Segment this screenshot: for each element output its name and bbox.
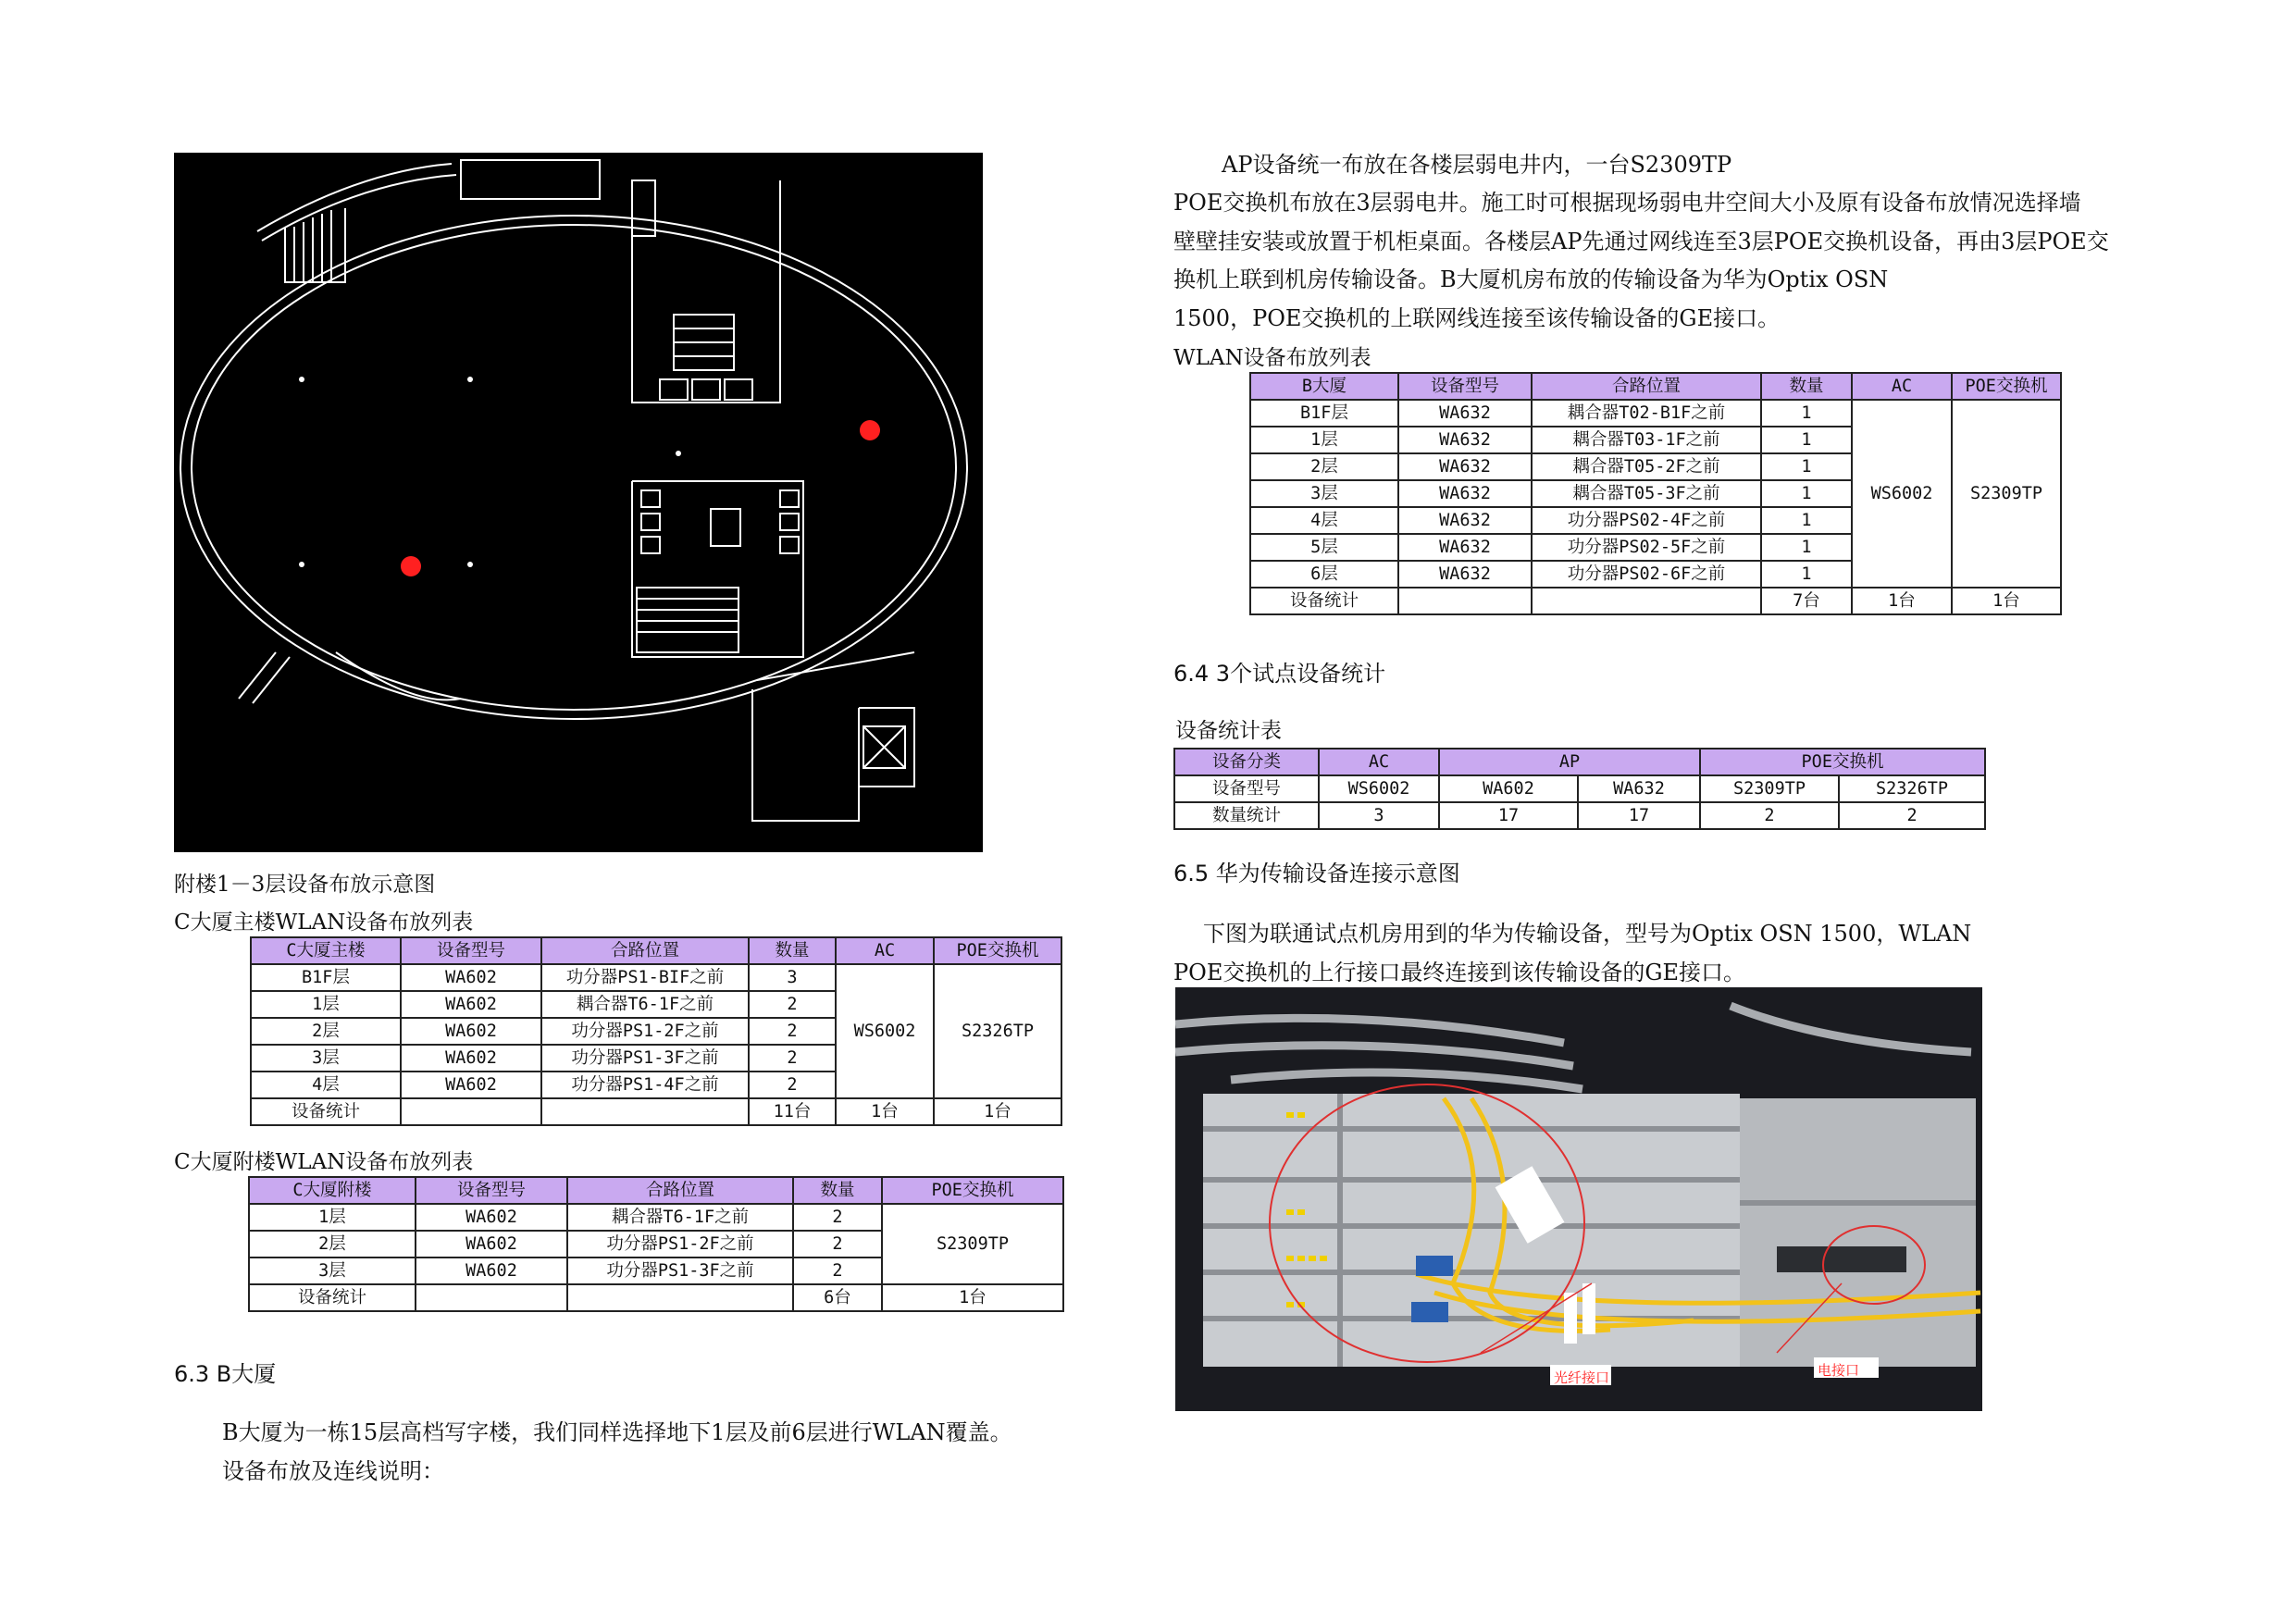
- section-65-line1: 下图为联通试点机房用到的华为传输设备，型号为Optix OSN 1500，WLAN: [1203, 921, 1972, 947]
- cell-model: WA632: [1398, 453, 1532, 480]
- cell-position: 功分器PS1-BIF之前: [541, 964, 749, 991]
- cell-model: WA602: [401, 991, 541, 1018]
- cell-position: 功分器PS02-5F之前: [1532, 534, 1761, 561]
- cell: S2309TP: [1700, 775, 1839, 802]
- cell-floor: 1层: [1250, 427, 1398, 453]
- cell-floor: 4层: [1250, 507, 1398, 534]
- cell-total-ac: 1台: [836, 1098, 934, 1125]
- cell-empty: [401, 1098, 541, 1125]
- cell-qty: 2: [749, 1018, 836, 1045]
- header-cell: 设备型号: [1398, 373, 1532, 400]
- cell-position: 耦合器T6-1F之前: [541, 991, 749, 1018]
- cell: 17: [1439, 802, 1578, 829]
- equipment-photo: [1175, 987, 1982, 1411]
- header-cell: POE交换机: [934, 937, 1061, 964]
- cell-position: 功分器PS1-3F之前: [541, 1045, 749, 1072]
- cell-floor: 5层: [1250, 534, 1398, 561]
- header-cell: C大厦附楼: [249, 1177, 416, 1204]
- cell-model: WA602: [401, 1045, 541, 1072]
- cell-floor: 2层: [1250, 453, 1398, 480]
- cell-qty: 2: [793, 1231, 882, 1258]
- header-cell: 数量: [1761, 373, 1852, 400]
- fiber-interface-label: 光纤接口: [1554, 1369, 1610, 1386]
- cell-qty: 2: [749, 1072, 836, 1098]
- electric-interface-label: 电接口: [1818, 1362, 1860, 1379]
- cell-empty: [1532, 588, 1761, 614]
- cell-model: WA602: [416, 1204, 567, 1231]
- cell-position: 耦合器T02-B1F之前: [1532, 400, 1761, 427]
- floorplan-drawing: [174, 153, 983, 852]
- table-header-row: [1250, 373, 2061, 400]
- table-b: [1249, 372, 2062, 615]
- cell-empty: [416, 1284, 567, 1311]
- cell-floor: 3层: [1250, 480, 1398, 507]
- cell-ac: WS6002: [836, 964, 934, 1098]
- cell-model: WA602: [401, 1072, 541, 1098]
- cell: WA602: [1439, 775, 1578, 802]
- header-cell: 合路位置: [1532, 373, 1761, 400]
- header-cell: AC: [1319, 749, 1439, 775]
- cell-model: WA602: [401, 964, 541, 991]
- cell-floor: 1层: [251, 991, 401, 1018]
- table-row: [251, 964, 1061, 991]
- cell-qty: 2: [793, 1258, 882, 1284]
- cell-position: 功分器PS1-2F之前: [567, 1231, 793, 1258]
- cell-total-ac: 1台: [1852, 588, 1952, 614]
- intro-line-4: 换机上联到机房传输设备。B大厦机房布放的传输设备为华为Optix OSN: [1173, 266, 1889, 292]
- cell-qty: 3: [749, 964, 836, 991]
- stats-table-title: 设备统计表: [1175, 719, 1282, 743]
- cell-floor: B1F层: [251, 964, 401, 991]
- cell-model: WA632: [1398, 400, 1532, 427]
- cell-position: 功分器PS1-3F之前: [567, 1258, 793, 1284]
- header-cell: AC: [836, 937, 934, 964]
- cell-floor: 2层: [249, 1231, 416, 1258]
- cell-qty: 1: [1761, 534, 1852, 561]
- cell-ac: WS6002: [1852, 400, 1952, 588]
- cell-total-poe: 1台: [934, 1098, 1061, 1125]
- intro-line-2: POE交换机布放在3层弱电井。施工时可根据现场弱电井空间大小及原有设备布放情况选择墙: [1173, 190, 2081, 216]
- header-cell: AP: [1439, 749, 1700, 775]
- cell-model: WA632: [1398, 507, 1532, 534]
- cell-total-count: 11台: [749, 1098, 836, 1125]
- cell-floor: 3层: [251, 1045, 401, 1072]
- floorplan-image: [174, 153, 983, 852]
- cell-position: 耦合器T03-1F之前: [1532, 427, 1761, 453]
- header-cell: 设备型号: [416, 1177, 567, 1204]
- section-65-heading: 6.5 华为传输设备连接示意图: [1173, 861, 1460, 886]
- cell-total-poe: 1台: [882, 1284, 1063, 1311]
- cell: 2: [1700, 802, 1839, 829]
- header-cell: 数量: [793, 1177, 882, 1204]
- cell-qty: 2: [793, 1204, 882, 1231]
- section-64-heading: 6.4 3个试点设备统计: [1173, 661, 1386, 687]
- cell-position: 耦合器T05-3F之前: [1532, 480, 1761, 507]
- header-cell: C大厦主楼: [251, 937, 401, 964]
- table-total-row: [251, 1098, 1061, 1125]
- table-c-main-title: C大厦主楼WLAN设备布放列表: [174, 911, 474, 935]
- equipment-drawing: [1175, 987, 1982, 1411]
- header-cell: POE交换机: [882, 1177, 1063, 1204]
- cell-poe: S2309TP: [1952, 400, 2061, 588]
- cell-poe: S2309TP: [882, 1204, 1063, 1284]
- cell-total-poe: 1台: [1952, 588, 2061, 614]
- header-cell: 设备分类: [1174, 749, 1319, 775]
- cell-floor: 6层: [1250, 561, 1398, 588]
- header-cell: 合路位置: [567, 1177, 793, 1204]
- cell-model: WA632: [1398, 534, 1532, 561]
- header-cell: POE交换机: [1700, 749, 1985, 775]
- section-65-line2: POE交换机的上行接口最终连接到该传输设备的GE接口。: [1173, 960, 1746, 985]
- section-63-line1: B大厦为一栋15层高档写字楼，我们同样选择地下1层及前6层进行WLAN覆盖。: [222, 1419, 1012, 1445]
- intro-line-1: AP设备统一布放在各楼层弱电井内，一台S2309TP: [1222, 152, 1732, 178]
- section-63-line2: 设备布放及连线说明：: [222, 1458, 444, 1484]
- table-header-row: [251, 937, 1061, 964]
- header-cell: AC: [1852, 373, 1952, 400]
- cell-total-count: 7台: [1761, 588, 1852, 614]
- table-b-title: WLAN设备布放列表: [1173, 346, 1371, 370]
- cell: WS6002: [1319, 775, 1439, 802]
- section-63-heading: 6.3 B大厦: [174, 1361, 277, 1387]
- table-row: [1174, 775, 1985, 802]
- cell-floor: 1层: [249, 1204, 416, 1231]
- cell-qty: 2: [749, 1045, 836, 1072]
- cell-floor: B1F层: [1250, 400, 1398, 427]
- cell-qty: 2: [749, 991, 836, 1018]
- table-c-annex: [248, 1176, 1064, 1312]
- table-total-row: [1250, 588, 2061, 614]
- cell-empty: [541, 1098, 749, 1125]
- cell: S2326TP: [1839, 775, 1985, 802]
- header-cell: 数量: [749, 937, 836, 964]
- cell-poe: S2326TP: [934, 964, 1061, 1098]
- cell-qty: 1: [1761, 507, 1852, 534]
- cell-position: 功分器PS1-2F之前: [541, 1018, 749, 1045]
- cell: 2: [1839, 802, 1985, 829]
- cell-total-count: 6台: [793, 1284, 882, 1311]
- header-cell: 设备型号: [401, 937, 541, 964]
- cell-total-label: 设备统计: [249, 1284, 416, 1311]
- cell-qty: 1: [1761, 400, 1852, 427]
- table-row: [1250, 400, 2061, 427]
- cell: 设备型号: [1174, 775, 1319, 802]
- header-cell: POE交换机: [1952, 373, 2061, 400]
- table-c-annex-title: C大厦附楼WLAN设备布放列表: [174, 1150, 474, 1174]
- cell: 数量统计: [1174, 802, 1319, 829]
- cell: 3: [1319, 802, 1439, 829]
- cell-empty: [1398, 588, 1532, 614]
- intro-line-3: 壁壁挂安装或放置于机柜桌面。各楼层AP先通过网线连至3层POE交换机设备，再由3层POE交: [1173, 229, 2109, 254]
- cell-total-label: 设备统计: [251, 1098, 401, 1125]
- table-header-row: [249, 1177, 1063, 1204]
- table-total-row: [249, 1284, 1063, 1311]
- table-row: [249, 1204, 1063, 1231]
- cell-floor: 3层: [249, 1258, 416, 1284]
- stats-table: [1173, 748, 1986, 830]
- cell-floor: 4层: [251, 1072, 401, 1098]
- table-row: [1174, 802, 1985, 829]
- cell-qty: 1: [1761, 453, 1852, 480]
- intro-line-5: 1500，POE交换机的上联网线连接至该传输设备的GE接口。: [1173, 305, 1781, 331]
- cell-model: WA602: [416, 1231, 567, 1258]
- cell-empty: [567, 1284, 793, 1311]
- cell-qty: 1: [1761, 480, 1852, 507]
- cell-model: WA602: [401, 1018, 541, 1045]
- cell-position: 耦合器T05-2F之前: [1532, 453, 1761, 480]
- cell-position: 功分器PS02-6F之前: [1532, 561, 1761, 588]
- cell: WA632: [1578, 775, 1700, 802]
- table-header-row: [1174, 749, 1985, 775]
- header-cell: B大厦: [1250, 373, 1398, 400]
- cell-position: 耦合器T6-1F之前: [567, 1204, 793, 1231]
- cell-model: WA632: [1398, 480, 1532, 507]
- cell-model: WA632: [1398, 427, 1532, 453]
- header-cell: 合路位置: [541, 937, 749, 964]
- cell-position: 功分器PS02-4F之前: [1532, 507, 1761, 534]
- cell-floor: 2层: [251, 1018, 401, 1045]
- cell-qty: 1: [1761, 427, 1852, 453]
- cell-position: 功分器PS1-4F之前: [541, 1072, 749, 1098]
- cell: 17: [1578, 802, 1700, 829]
- cell-qty: 1: [1761, 561, 1852, 588]
- cell-total-label: 设备统计: [1250, 588, 1398, 614]
- cell-model: WA632: [1398, 561, 1532, 588]
- cell-model: WA602: [416, 1258, 567, 1284]
- table-c-main: [250, 936, 1062, 1126]
- floorplan-caption: 附楼1－3层设备布放示意图: [174, 873, 436, 897]
